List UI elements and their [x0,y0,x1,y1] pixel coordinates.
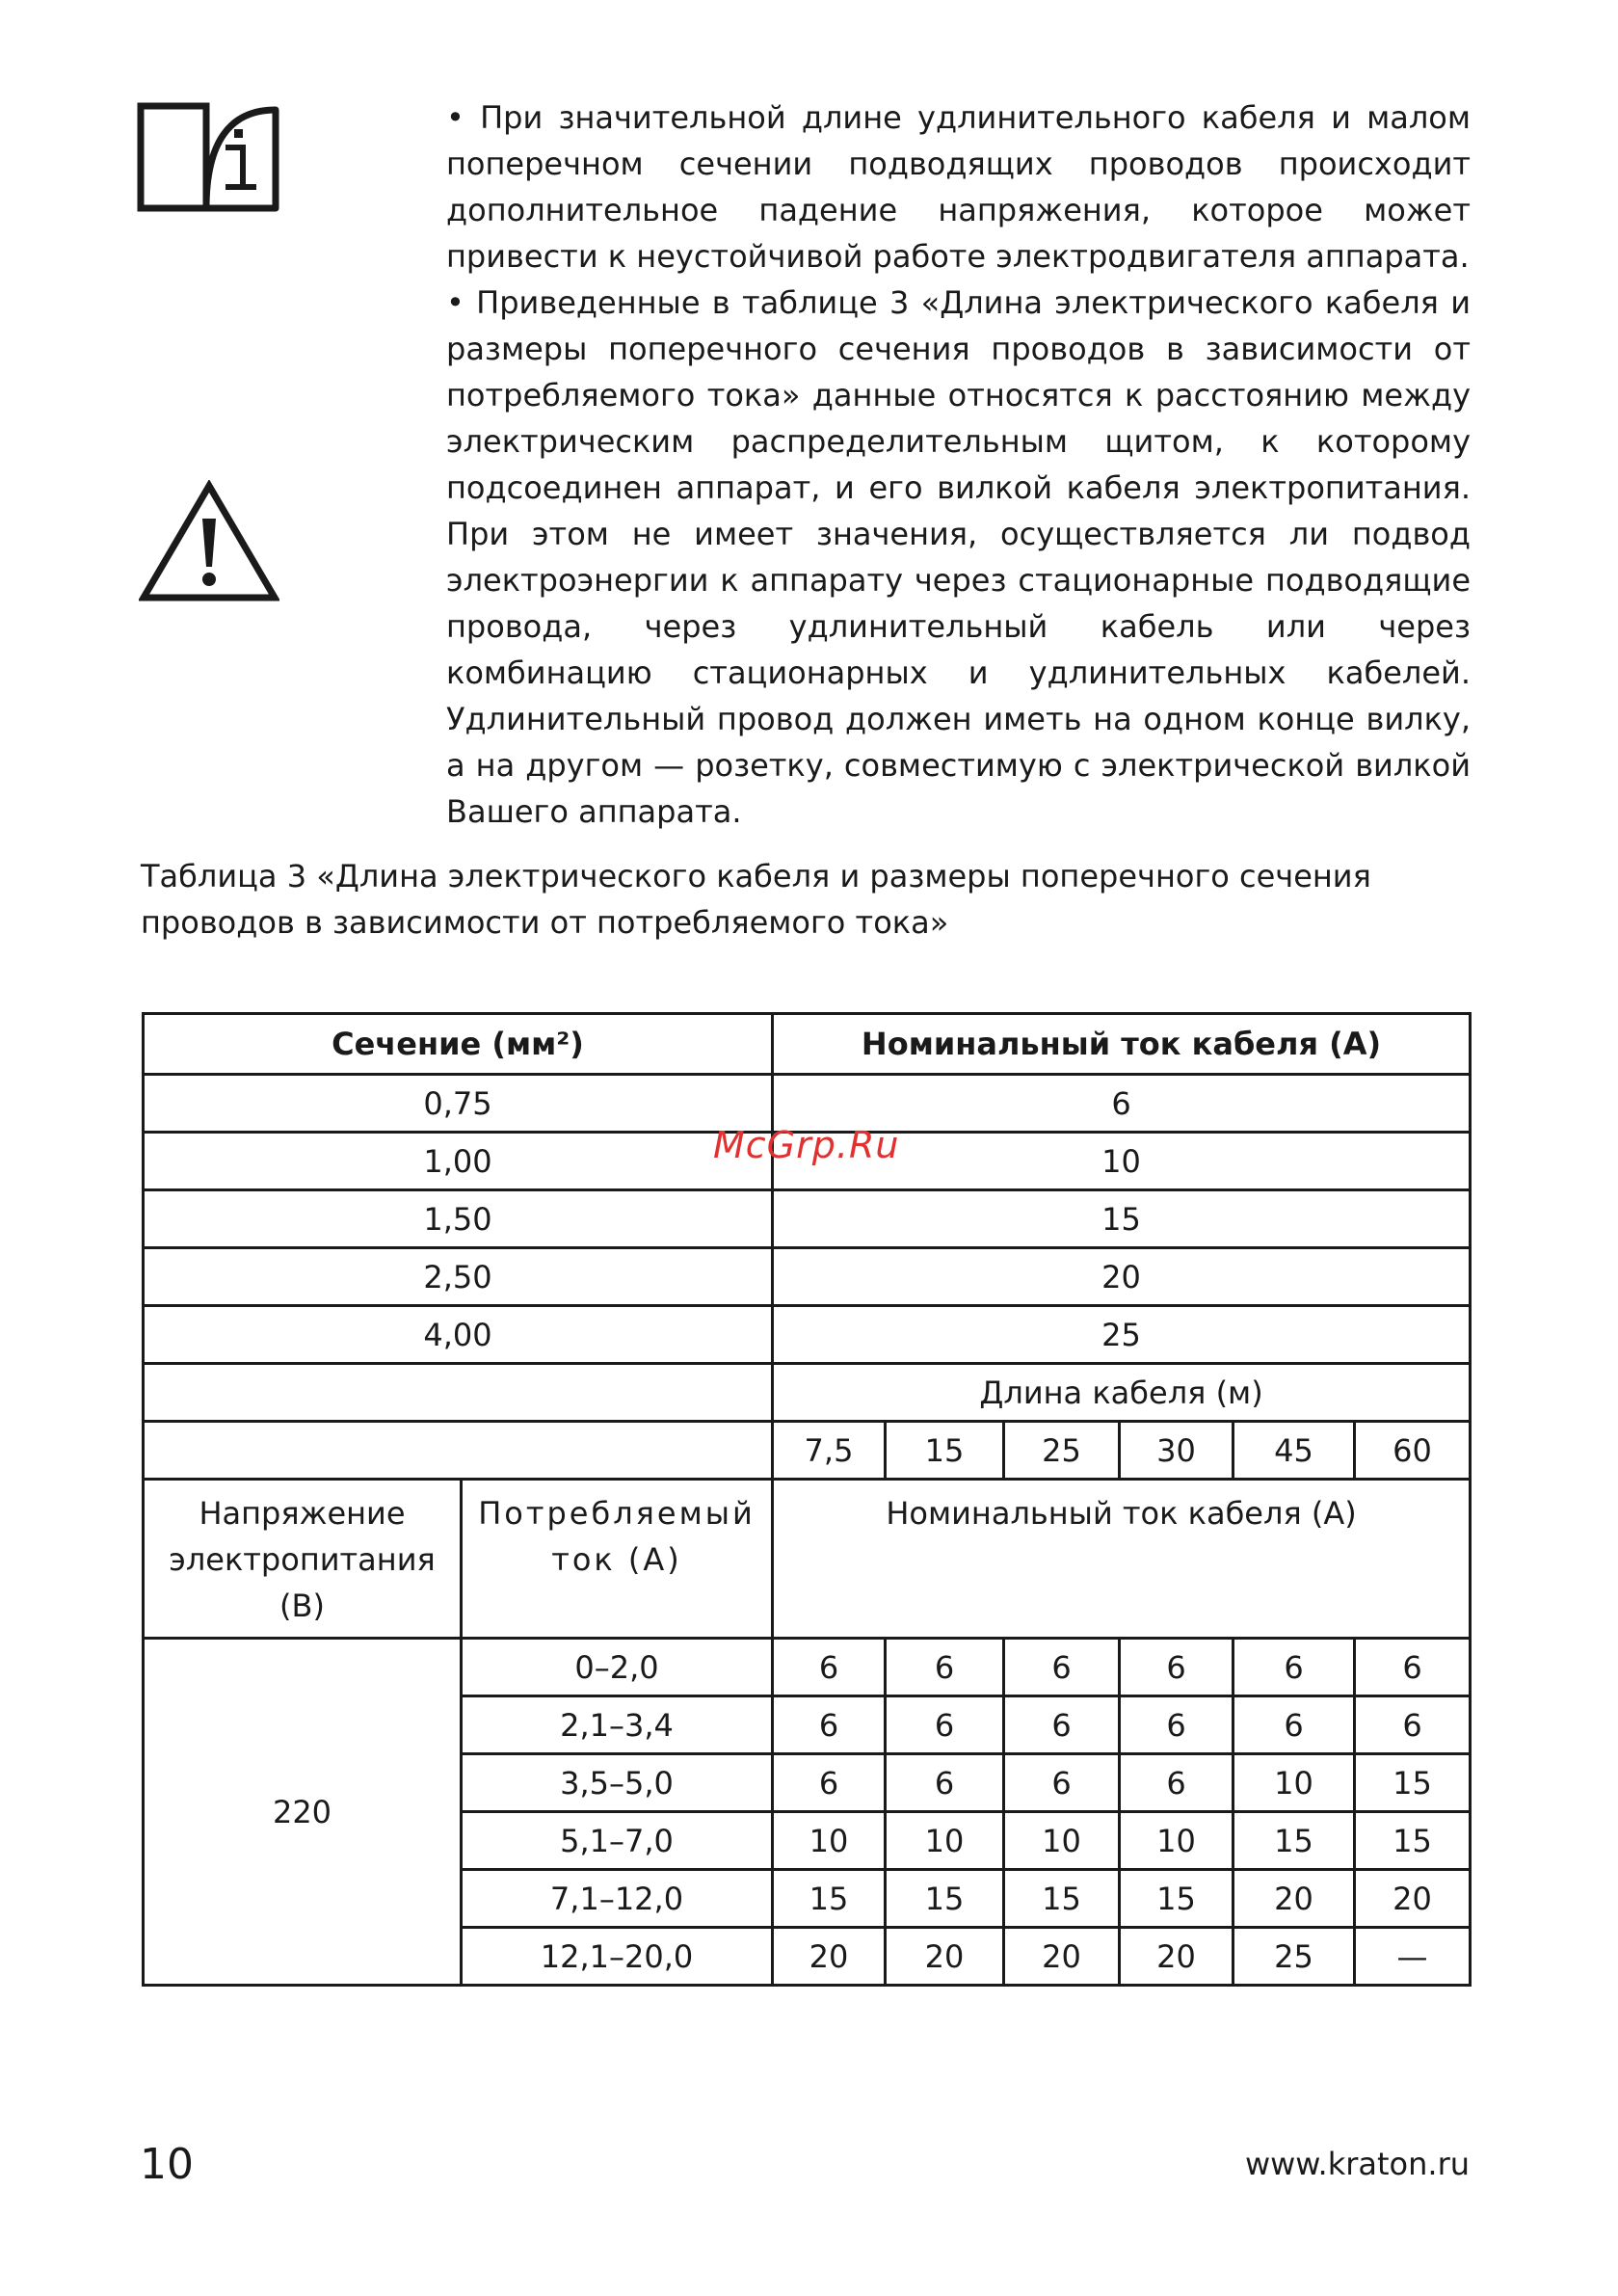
length-cell: 7,5 [773,1422,886,1480]
table-header-row [144,1014,1471,1075]
value-cell: 6 [1355,1639,1471,1696]
warning-icon [139,480,279,603]
value-cell: 15 [1355,1754,1471,1812]
paragraph-extension-cable: • При значительной длине удлинительного кабеля и малом поперечном сечении подводящих проводов происходит дополнительное падение напряжения, которое может привести к неустойчивой работе электродвигателя аппарата. [446,99,1471,275]
value-cell: 20 [1355,1870,1471,1928]
value-cell: 6 [773,1754,886,1812]
current-cell: 20 [773,1248,1471,1306]
section-cell: 2,50 [144,1248,773,1306]
value-cell: 10 [1233,1754,1355,1812]
value-cell: 6 [1120,1754,1233,1812]
length-cell: 30 [1120,1422,1233,1480]
watermark: McGrp.Ru [713,1124,900,1166]
value-cell: 20 [886,1928,1004,1986]
rated-current-header: Номинальный ток кабеля (А) [773,1014,1471,1075]
value-cell: 6 [1004,1754,1120,1812]
section-cell: 4,00 [144,1306,773,1364]
length-label: Длина кабеля (м) [773,1364,1471,1422]
value-cell: 15 [1120,1870,1233,1928]
value-cell: 15 [1233,1812,1355,1870]
value-cell: 15 [1355,1812,1471,1870]
body-text [446,94,1471,835]
value-cell: 20 [1233,1870,1355,1928]
value-cell: 20 [1004,1928,1120,1986]
value-cell: 15 [1004,1870,1120,1928]
voltage-cell: 220 [144,1639,462,1986]
range-cell: 12,1–20,0 [462,1928,773,1986]
book-info-icon [137,100,279,214]
range-cell: 7,1–12,0 [462,1870,773,1928]
empty-cell [144,1422,773,1480]
length-cell: 15 [886,1422,1004,1480]
page-number: 10 [140,2140,194,2189]
rated-current-label: Номинальный ток кабеля (А) [773,1480,1471,1639]
range-cell: 5,1–7,0 [462,1812,773,1870]
section-cell: 0,75 [144,1075,773,1133]
table-row [144,1306,1471,1364]
section-cell: 1,00 [144,1133,773,1190]
table-row [144,1248,1471,1306]
value-cell: 6 [1004,1639,1120,1696]
value-cell: 6 [1120,1696,1233,1754]
value-cell: 10 [886,1812,1004,1870]
range-cell: 0–2,0 [462,1639,773,1696]
section-cell: 1,50 [144,1190,773,1248]
table-caption: Таблица 3 «Длина электрического кабеля и размеры поперечного сечения проводов в зависимости от потребляемого тока» [141,858,1371,941]
paragraph-table-note: • Приведенные в таблице 3 «Длина электрического кабеля и размеры поперечного сечения проводов в зависимости от потребляемого тока» данные относятся к расстоянию между электрическим распределительным щитом, к которому подсоединен аппарат, и его вилкой кабеля электропитания. При этом не имеет значения, осуществляется ли подвод электроэнергии к аппарату через стационарные подводящие провода, через удлинительный кабель или через комбинацию стационарных и удлинительных кабелей. Удлинительный провод должен иметь на одном конце вилку, а на другом — розетку, совместимую с электрической вилкой Вашего аппарата. [446,284,1471,830]
value-cell: 20 [773,1928,886,1986]
value-cell: 6 [1233,1696,1355,1754]
subheader-row [144,1480,1471,1639]
value-cell: 6 [1355,1696,1471,1754]
value-cell: 25 [1233,1928,1355,1986]
current-cell: 10 [773,1133,1471,1190]
length-cell: 60 [1355,1422,1471,1480]
length-cell: 25 [1004,1422,1120,1480]
range-cell: 3,5–5,0 [462,1754,773,1812]
section-header: Сечение (мм²) [144,1014,773,1075]
length-label-row [144,1364,1471,1422]
value-cell: 6 [773,1639,886,1696]
value-cell: 6 [773,1696,886,1754]
value-cell: 20 [1120,1928,1233,1986]
value-cell: 15 [886,1870,1004,1928]
empty-cell [144,1364,773,1422]
voltage-label: Напряжение электропитания (В) [144,1480,462,1639]
footer-url[interactable]: www.kraton.ru [1244,2146,1470,2182]
value-cell: 10 [773,1812,886,1870]
value-cell: 6 [886,1639,1004,1696]
value-cell: 10 [1004,1812,1120,1870]
value-cell: 6 [886,1696,1004,1754]
value-cell: 15 [773,1870,886,1928]
value-cell: 10 [1120,1812,1233,1870]
current-cell: 15 [773,1190,1471,1248]
value-cell: 6 [1004,1696,1120,1754]
current-cell: 25 [773,1306,1471,1364]
range-cell: 2,1–3,4 [462,1696,773,1754]
current-cell: 6 [773,1075,1471,1133]
value-cell: 6 [1233,1639,1355,1696]
table-row [144,1639,1471,1696]
value-cell: 6 [886,1754,1004,1812]
consumed-current-label: Потребляемый ток (А) [462,1480,773,1639]
table-row [144,1190,1471,1248]
value-cell: — [1355,1928,1471,1986]
lengths-row [144,1422,1471,1480]
value-cell: 6 [1120,1639,1233,1696]
length-cell: 45 [1233,1422,1355,1480]
